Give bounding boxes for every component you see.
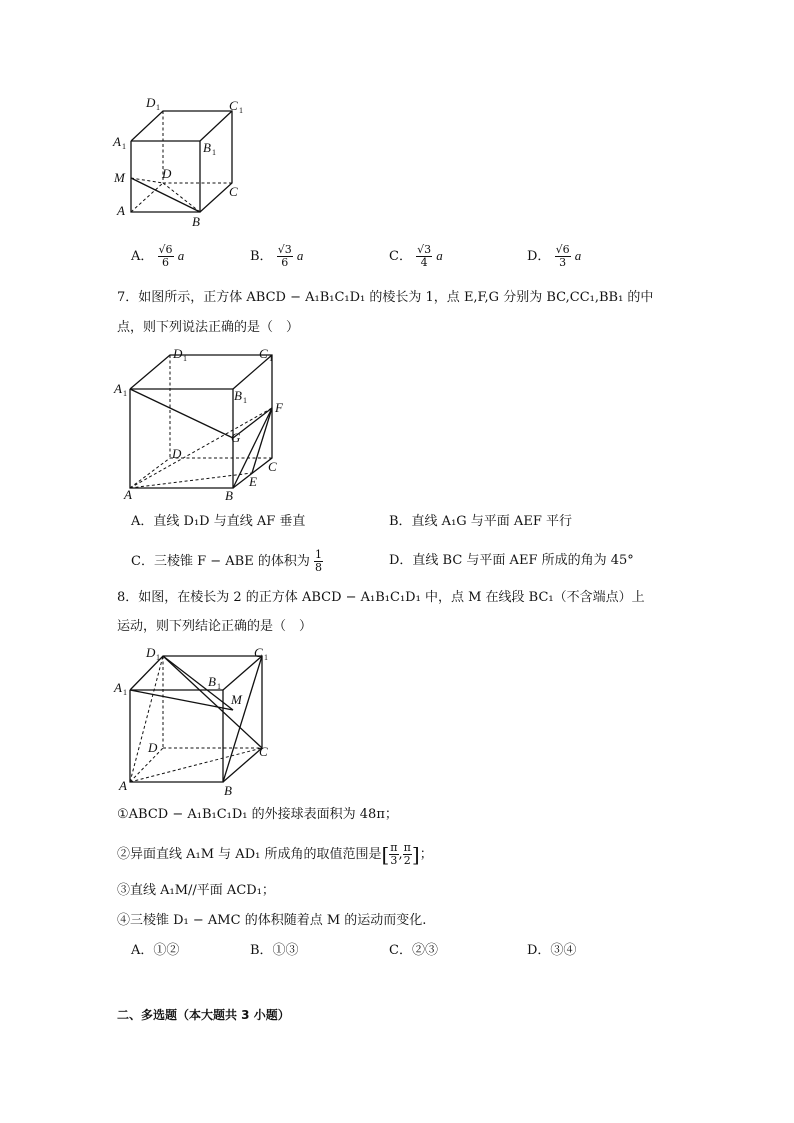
svg-text:1: 1	[239, 106, 243, 115]
fig6-label-M: M	[114, 170, 125, 185]
fig8-label-B1: B	[208, 674, 216, 689]
fig7-label-G: G	[231, 430, 241, 445]
section-heading: 二、多选题（本大题共 3 小题）	[117, 1008, 290, 1022]
q8-option-d[interactable]: D．③④	[527, 943, 577, 958]
svg-text:1: 1	[123, 688, 127, 697]
fig8-label-C: C	[259, 744, 268, 759]
svg-text:1: 1	[122, 142, 126, 151]
q7-stem-line1: 7．如图所示，正方体 ABCD − A₁B₁C₁D₁ 的棱长为 1，点 E,F,G 分别为 BC,CC₁,BB₁ 的中	[117, 290, 654, 305]
q8-statement-1: ①ABCD − A₁B₁C₁D₁ 的外接球表面积为 48π；	[117, 807, 398, 822]
q7-option-a[interactable]: A．直线 D₁D 与直线 AF 垂直	[131, 514, 306, 529]
fig6-label-D: D	[162, 166, 172, 181]
fig7-label-D1: D	[173, 346, 183, 361]
fig7-label-E: E	[249, 474, 257, 489]
svg-text:1: 1	[243, 396, 247, 405]
q8-option-a[interactable]: A．①②	[131, 943, 180, 958]
fig7-label-A1: A	[114, 381, 122, 396]
q6-option-b[interactable]: B． $\frac{√3}{6}$ a	[250, 243, 304, 269]
fig8-label-A: A	[119, 778, 127, 793]
fig8-label-M: M	[231, 692, 242, 707]
svg-text:1: 1	[217, 682, 221, 691]
svg-text:1: 1	[269, 354, 273, 363]
q7-option-b[interactable]: B．直线 A₁G 与平面 AEF 平行	[389, 514, 572, 529]
fig6-label-B: B	[192, 214, 200, 229]
svg-text:1: 1	[212, 148, 216, 157]
svg-text:1: 1	[156, 653, 160, 662]
q7-stem-line2: 点，则下列说法正确的是（ ）	[117, 320, 300, 335]
q8-statement-2: ②异面直线 A₁M 与 AD₁ 所成角的取值范围是[ $\frac{\pi}{3}$ , $\frac{\pi}{2}$ ]；	[117, 841, 433, 867]
fig6-label-A1: A	[113, 134, 121, 149]
fig7-label-C1: C	[259, 346, 268, 361]
q8-statement-4: ④三棱锥 D₁ − AMC 的体积随着点 M 的运动而变化.	[117, 913, 427, 928]
fig7-label-B: B	[225, 488, 233, 503]
svg-text:1: 1	[264, 653, 268, 662]
fig6-label-C: C	[229, 184, 238, 199]
q8-option-b[interactable]: B．①③	[250, 943, 299, 958]
fig6-label-A: A	[117, 203, 125, 218]
fig6-label-C1: C	[229, 98, 238, 113]
fig6-label-B1: B	[203, 140, 211, 155]
q6-option-a[interactable]: A． $\frac{√6}{6}$ a	[131, 243, 185, 269]
svg-text:1: 1	[123, 389, 127, 398]
fig7-label-D: D	[172, 446, 182, 461]
fig6-label-D1: D	[146, 95, 156, 110]
q7-option-c[interactable]: C．三棱锥 F − ABE 的体积为 $\frac{1}{8}$	[131, 548, 322, 574]
q8-stem-line1: 8．如图，在棱长为 2 的正方体 ABCD − A₁B₁C₁D₁ 中，点 M 在线段 BC₁（不含端点）上	[117, 590, 645, 605]
fig8-label-D: D	[148, 740, 158, 755]
fig6-sub: 1	[156, 103, 160, 112]
fig8-label-A1: A	[114, 680, 122, 695]
q8-stem-line2: 运动，则下列结论正确的是（ ）	[117, 619, 313, 634]
fig8-label-C1: C	[254, 645, 263, 660]
q8-statement-3: ③直线 A₁M//平面 ACD₁；	[117, 883, 275, 898]
fig7-label-A: A	[124, 487, 132, 502]
fig7-label-C: C	[268, 459, 277, 474]
svg-text:1: 1	[183, 354, 187, 363]
fig8-label-B: B	[224, 783, 232, 798]
q6-option-d[interactable]: D． $\frac{√6}{3}$ a	[527, 243, 582, 269]
q6-option-c[interactable]: C． $\frac{√3}{4}$ a	[389, 243, 443, 269]
fig7-label-B1: B	[234, 388, 242, 403]
fig7-label-F: F	[275, 400, 283, 415]
q7-option-d[interactable]: D．直线 BC 与平面 AEF 所成的角为 45°	[389, 553, 634, 568]
fig8-label-D1: D	[146, 645, 156, 660]
q8-option-c[interactable]: C．②③	[389, 943, 438, 958]
